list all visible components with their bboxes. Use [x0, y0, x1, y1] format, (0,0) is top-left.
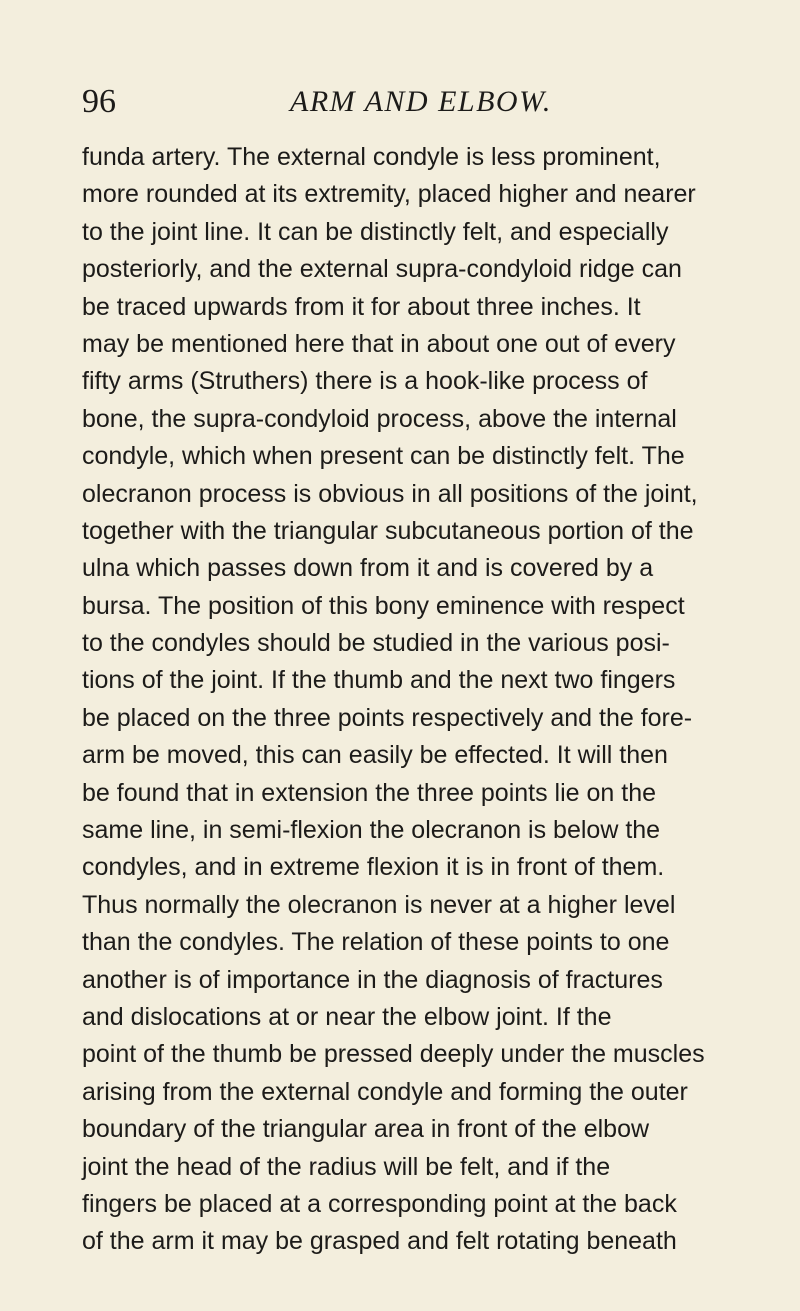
- text-line: boundary of the triangular area in front of the elbow: [82, 1115, 650, 1144]
- text-line: be traced upwards from it for about three inches. It: [82, 292, 641, 321]
- text-line: to the joint line. It can be distinctly felt, and especially: [82, 217, 669, 246]
- text-line: another is of importance in the diagnosis of fractures: [82, 965, 663, 994]
- text-line: to the condyles should be studied in the various posi-: [82, 629, 670, 658]
- text-line: fingers be placed at a corresponding point at the back: [82, 1189, 677, 1218]
- text-line: than the condyles. The relation of these points to one: [82, 928, 670, 957]
- text-line: tions of the joint. If the thumb and the next two fingers: [82, 666, 676, 695]
- text-line: posteriorly, and the external supra-condyloid ridge can: [82, 255, 682, 284]
- text-line: of the arm it may be grasped and felt rotating beneath: [82, 1227, 677, 1256]
- text-line: together with the triangular subcutaneous portion of the: [82, 516, 694, 545]
- text-line: fifty arms (Struthers) there is a hook-like process of: [82, 367, 648, 396]
- text-line: arm be moved, this can easily be effected. It will then: [82, 741, 668, 770]
- text-line: arising from the external condyle and forming the outer: [82, 1077, 688, 1106]
- text-line: be found that in extension the three points lie on the: [82, 778, 657, 807]
- text-line: olecranon process is obvious in all positions of the joint,: [82, 479, 698, 508]
- text-line: may be mentioned here that in about one out of every: [82, 329, 676, 358]
- text-line: joint the head of the radius will be felt, and if the: [82, 1152, 611, 1181]
- text-line: bursa. The position of this bony eminence with respect: [82, 591, 685, 620]
- text-line: point of the thumb be pressed deeply under the muscles: [82, 1040, 705, 1069]
- text-line: Thus normally the olecranon is never at a higher level: [82, 890, 676, 919]
- text-line: condyle, which when present can be distinctly felt. The: [82, 442, 685, 471]
- text-line: same line, in semi-flexion the olecranon is below the: [82, 816, 661, 845]
- text-line: ulna which passes down from it and is covered by a: [82, 554, 654, 583]
- text-line: bone, the supra-condyloid process, above the internal: [82, 404, 677, 433]
- running-head: [82, 78, 760, 126]
- text-line: funda artery. The external condyle is less prominent,: [82, 143, 661, 171]
- text-line: more rounded at its extremity, placed higher and nearer: [82, 180, 696, 209]
- text-line: and dislocations at or near the elbow joint. If the: [82, 1002, 612, 1031]
- running-title: ARM AND ELBOW.: [290, 85, 552, 118]
- page-number: 96: [82, 83, 116, 120]
- text-line: condyles, and in extreme flexion it is in front of them.: [82, 853, 665, 882]
- text-line: be placed on the three points respectively and the fore-: [82, 703, 693, 732]
- body-text: [82, 139, 800, 1261]
